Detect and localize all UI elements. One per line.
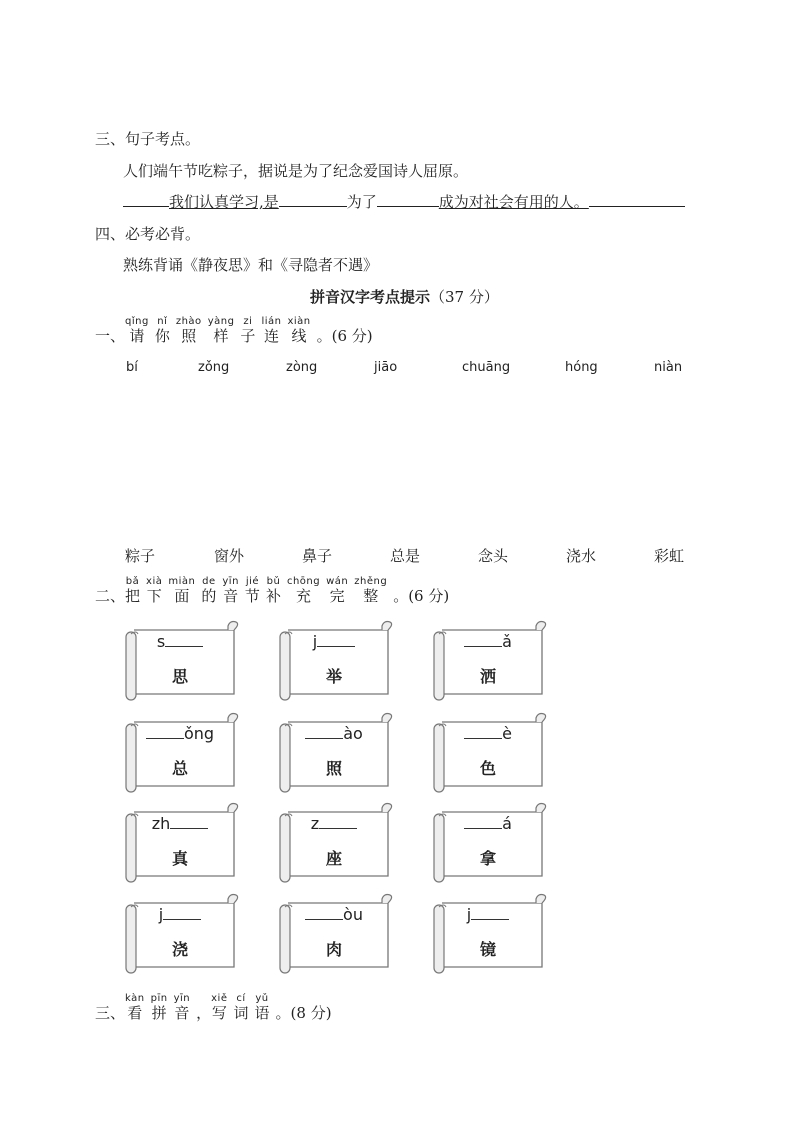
scroll-card [124, 893, 236, 965]
ruby-char [354, 576, 387, 605]
word-item[interactable]: 浇水 [566, 547, 597, 565]
pinyin-item[interactable]: zòng [286, 360, 318, 375]
word-item[interactable]: 念头 [478, 547, 509, 565]
ruby-char [234, 993, 249, 1022]
ruby-char [222, 576, 239, 605]
scroll-card [432, 893, 544, 965]
ruby-hanzi: 看 [127, 1004, 143, 1022]
pinyin-before: z [310, 814, 320, 833]
blank-4[interactable] [589, 194, 685, 207]
ruby-char [245, 576, 260, 605]
fill-part-b: 为了 [346, 193, 377, 211]
ruby-char [146, 576, 162, 605]
section-three-title: 三、句子考点。 [95, 130, 201, 148]
ruby-pinyin: yǔ [255, 993, 269, 1004]
pinyin-blank[interactable] [305, 905, 343, 920]
ruby-char [326, 576, 348, 605]
q3-ruby-group [125, 993, 196, 1022]
ruby-pinyin: wán [326, 576, 349, 587]
pinyin-blank[interactable] [319, 814, 357, 829]
ruby-pinyin: bǔ [266, 576, 281, 587]
card-pinyin [278, 632, 390, 651]
ruby-char [125, 576, 140, 605]
ruby-pinyin: lián [261, 316, 282, 327]
scroll-card [124, 802, 236, 874]
word-item[interactable]: 鼻子 [302, 547, 333, 565]
scroll-card [278, 893, 390, 965]
ruby-hanzi: 连 [263, 327, 279, 345]
pinyin-after: ào [343, 724, 363, 743]
scroll-card [432, 620, 544, 692]
pinyin-after: òu [343, 905, 363, 924]
scroll-card [432, 802, 544, 874]
word-item[interactable]: 总是 [390, 547, 421, 565]
word-item[interactable]: 窗外 [214, 547, 245, 565]
scroll-card [124, 712, 236, 784]
ruby-char [201, 576, 216, 605]
ruby-pinyin: xiàn [287, 316, 311, 327]
ruby-pinyin: zhào [175, 316, 202, 327]
ruby-hanzi: 请 [129, 327, 145, 345]
ruby-hanzi: 词 [233, 1004, 249, 1022]
blank-3[interactable] [377, 194, 439, 207]
q2-ruby-group [125, 576, 393, 605]
pinyin-after: ǎ [502, 632, 512, 651]
card-pinyin [124, 724, 236, 743]
card-pinyin [432, 724, 544, 743]
card-hanzi: 肉 [325, 940, 342, 959]
q2-suffix: 。(6 分) [393, 587, 450, 605]
ruby-hanzi: 面 [174, 587, 190, 605]
ruby-char [208, 316, 235, 345]
ruby-char [287, 576, 320, 605]
blank-1[interactable] [123, 194, 169, 207]
pinyin-item[interactable]: bí [126, 360, 138, 375]
ruby-pinyin: xià [146, 576, 163, 587]
card-hanzi: 洒 [479, 667, 496, 686]
card-hanzi: 座 [325, 849, 342, 868]
ruby-hanzi: 整 [363, 587, 379, 605]
pinyin-item[interactable]: jiāo [374, 360, 398, 375]
ruby-pinyin: pīn [150, 993, 168, 1004]
pinyin-blank[interactable] [165, 632, 203, 647]
scroll-card [278, 620, 390, 692]
card-hanzi: 真 [171, 849, 188, 868]
ruby-char [287, 316, 310, 345]
q3-comma: ， [196, 1004, 212, 1022]
ruby-char [176, 316, 202, 345]
part-title-score: （37 分） [430, 288, 499, 306]
q3-prefix: 三、 [95, 1004, 126, 1022]
pinyin-before: j [312, 632, 318, 651]
pinyin-blank[interactable] [305, 724, 343, 739]
ruby-pinyin: zi [243, 316, 253, 327]
ruby-hanzi: 线 [291, 327, 307, 345]
pinyin-item[interactable]: niàn [654, 360, 683, 375]
ruby-char [151, 993, 168, 1022]
pinyin-blank[interactable] [464, 814, 502, 829]
ruby-pinyin: yīn [173, 993, 191, 1004]
pinyin-item[interactable]: chuāng [462, 360, 511, 375]
ruby-char [255, 993, 270, 1022]
q3-heading [95, 993, 332, 1022]
card-pinyin [278, 814, 390, 833]
q3-suffix: 。(8 分) [275, 1004, 332, 1022]
pinyin-blank[interactable] [170, 814, 208, 829]
ruby-char [261, 316, 281, 345]
q2-prefix: 二、 [95, 587, 126, 605]
q3-ruby-group-2 [211, 993, 275, 1022]
card-pinyin [124, 814, 236, 833]
card-pinyin [432, 632, 544, 651]
scroll-card [278, 712, 390, 784]
card-pinyin [124, 632, 236, 651]
scroll-card [124, 620, 236, 692]
fill-part-c: 成为对社会有用的人。 [438, 193, 589, 211]
pinyin-after: á [502, 814, 512, 833]
ruby-hanzi: 下 [146, 587, 162, 605]
ruby-pinyin: kàn [125, 993, 145, 1004]
pinyin-before: j [158, 905, 164, 924]
ruby-hanzi: 子 [240, 327, 256, 345]
pinyin-before: j [466, 905, 472, 924]
card-hanzi: 拿 [479, 849, 496, 868]
card-pinyin [278, 724, 390, 743]
card-pinyin [124, 905, 236, 924]
ruby-pinyin: yīn [222, 576, 239, 587]
ruby-pinyin: bǎ [125, 576, 140, 587]
card-hanzi: 浇 [171, 940, 188, 959]
fill-sentence [123, 191, 685, 212]
ruby-hanzi: 照 [181, 327, 197, 345]
ruby-pinyin: jié [245, 576, 260, 587]
q1-ruby-group [125, 316, 317, 345]
pinyin-after: ǒng [183, 724, 215, 743]
ruby-pinyin: yàng [207, 316, 235, 327]
ruby-hanzi: 补 [265, 587, 281, 605]
ruby-pinyin: xiě [211, 993, 228, 1004]
ruby-char [266, 576, 281, 605]
pinyin-blank[interactable] [146, 724, 184, 739]
card-pinyin [432, 905, 544, 924]
ruby-hanzi: 语 [254, 1004, 270, 1022]
q2-heading [95, 576, 449, 605]
card-hanzi: 镜 [479, 940, 496, 959]
blank-2[interactable] [279, 194, 347, 207]
ruby-char [211, 993, 227, 1022]
card-hanzi: 思 [171, 667, 188, 686]
pinyin-before: zh [151, 814, 171, 833]
fill-part-a: 我们认真学习,是 [169, 193, 279, 211]
pinyin-blank[interactable] [464, 632, 502, 647]
scroll-card [278, 802, 390, 874]
pinyin-blank[interactable] [317, 632, 355, 647]
part-title [310, 286, 499, 307]
ruby-pinyin: qǐng [125, 316, 149, 327]
pinyin-blank[interactable] [163, 905, 201, 920]
card-pinyin [278, 905, 390, 924]
section-four-title: 四、必考必背。 [95, 225, 201, 243]
ruby-hanzi: 拼 [151, 1004, 167, 1022]
pinyin-blank[interactable] [471, 905, 509, 920]
pinyin-blank[interactable] [464, 724, 502, 739]
ruby-pinyin: miàn [168, 576, 196, 587]
ruby-hanzi: 音 [174, 1004, 190, 1022]
pinyin-after: è [502, 724, 512, 743]
card-hanzi: 总 [171, 759, 188, 778]
ruby-pinyin: nǐ [157, 316, 168, 327]
pinyin-item[interactable]: hóng [565, 360, 598, 375]
card-hanzi: 照 [325, 759, 342, 778]
card-hanzi: 色 [479, 759, 496, 778]
ruby-hanzi: 的 [201, 587, 217, 605]
pinyin-item[interactable]: zǒng [198, 360, 230, 375]
ruby-hanzi: 把 [125, 587, 141, 605]
card-pinyin [432, 814, 544, 833]
ruby-hanzi: 样 [213, 327, 229, 345]
ruby-hanzi: 节 [244, 587, 260, 605]
ruby-hanzi: 写 [211, 1004, 227, 1022]
q1-heading [95, 316, 373, 345]
ruby-hanzi: 完 [329, 587, 345, 605]
pinyin-before: s [156, 632, 166, 651]
word-item[interactable]: 粽子 [125, 547, 156, 565]
q1-suffix: 。(6 分) [316, 327, 373, 345]
ruby-char [155, 316, 170, 345]
ruby-char [125, 993, 145, 1022]
q1-prefix: 一、 [95, 327, 126, 345]
card-hanzi: 举 [325, 667, 342, 686]
ruby-hanzi: 充 [296, 587, 312, 605]
ruby-char [240, 316, 255, 345]
ruby-char [168, 576, 195, 605]
scroll-card [432, 712, 544, 784]
ruby-char [174, 993, 191, 1022]
ruby-char [125, 316, 149, 345]
ruby-hanzi: 你 [154, 327, 170, 345]
ruby-pinyin: chōng [286, 576, 321, 587]
section-four-content: 熟练背诵《静夜思》和《寻隐者不遇》 [123, 256, 379, 274]
word-item[interactable]: 彩虹 [654, 547, 685, 565]
example-sentence: 人们端午节吃粽子，据说是为了纪念爱国诗人屈原。 [123, 162, 469, 180]
ruby-pinyin: de [202, 576, 216, 587]
ruby-pinyin: zhěng [354, 576, 388, 587]
ruby-pinyin: cí [236, 993, 246, 1004]
ruby-hanzi: 音 [223, 587, 239, 605]
part-title-main: 拼音汉字考点提示 [310, 288, 431, 306]
